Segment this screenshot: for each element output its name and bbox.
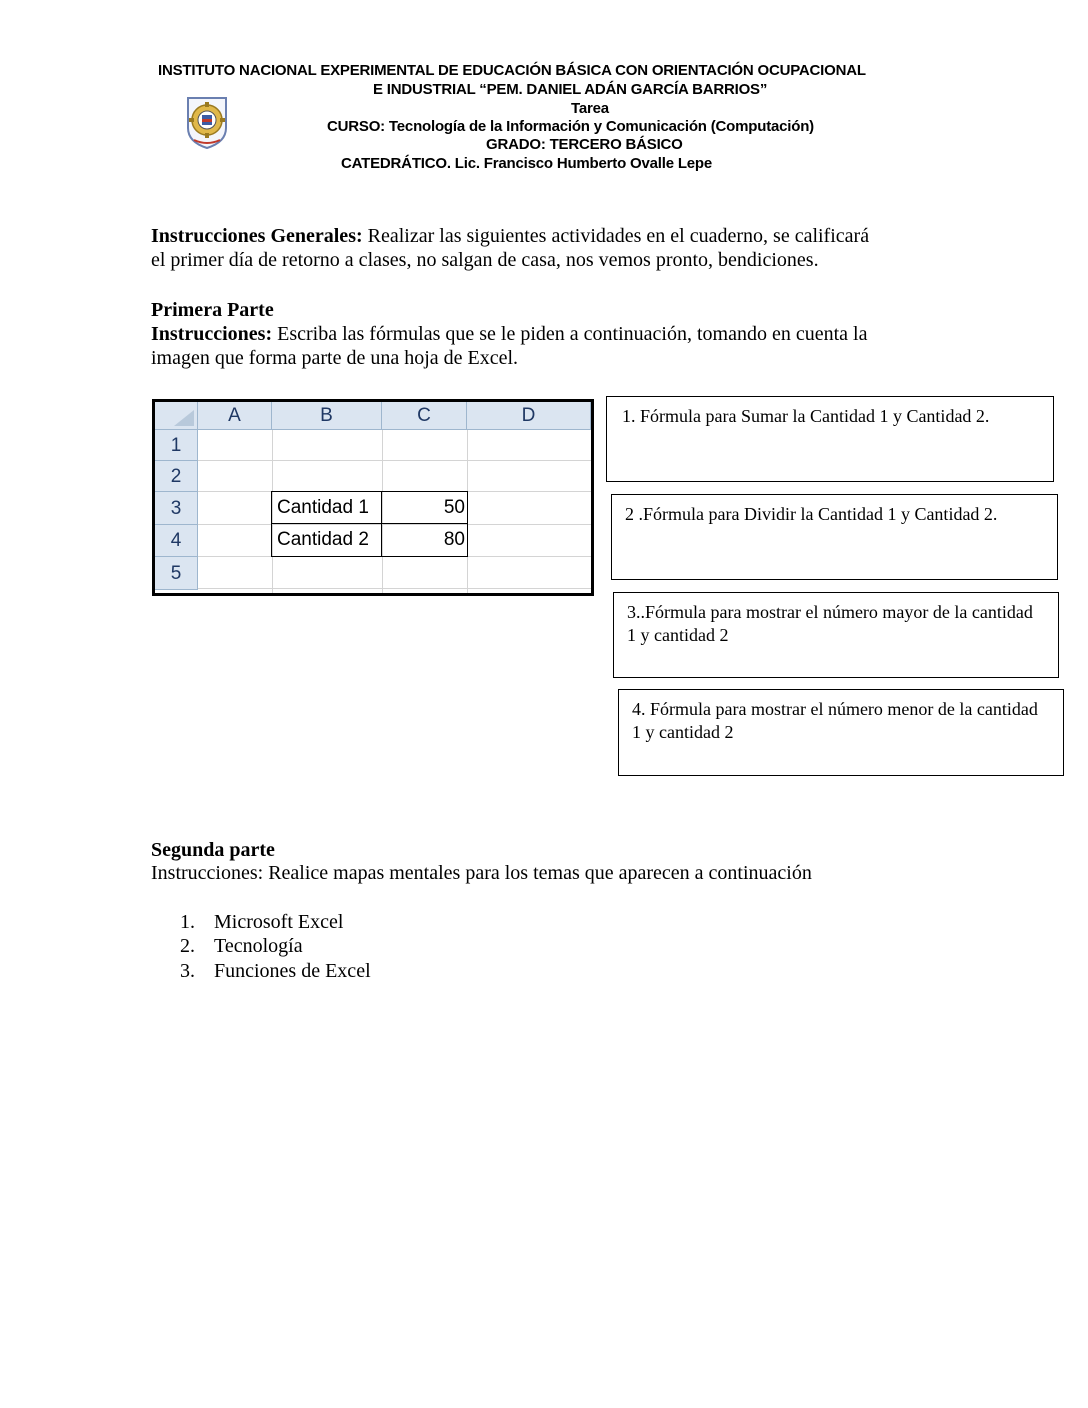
general-instructions-text: Realizar las siguientes actividades en el cuaderno, se calificará: [362, 225, 870, 247]
list-item-label: Tecnología: [214, 935, 303, 957]
cell-c3: 50: [443, 497, 465, 518]
cell-b4: Cantidad 2: [277, 529, 369, 550]
list-item-number: 3.: [180, 960, 195, 982]
select-all-corner: [155, 402, 198, 430]
header-institution-line: INSTITUTO NACIONAL EXPERIMENTAL DE EDUCACIÓN BÁSICA CON ORIENTACIÓN OCUPACIONAL: [158, 62, 866, 79]
general-instructions-label: Instrucciones Generales:: [151, 225, 363, 247]
excel-sheet-image: [152, 399, 594, 596]
question-box-2: 2 .Fórmula para Dividir la Cantidad 1 y Cantidad 2.: [611, 494, 1058, 580]
header-course: CURSO: Tecnología de la Información y Comunicación (Computación): [327, 118, 814, 135]
row-header-1: 1: [155, 430, 198, 461]
list-item: [180, 910, 343, 934]
part2-title: Segunda parte: [151, 839, 275, 861]
header-teacher: CATEDRÁTICO. Lic. Francisco Humberto Ovalle Lepe: [341, 155, 713, 172]
row-header-4: 4: [155, 525, 198, 557]
header-task: Tarea: [571, 100, 609, 117]
part1-title: Primera Parte: [151, 299, 274, 321]
part1-instructions-text: Escriba las fórmulas que se le piden a continuación, tomando en cuenta la: [272, 323, 868, 345]
row-header-2: 2: [155, 461, 198, 492]
list-item: [180, 959, 371, 983]
column-header-b: B: [272, 402, 382, 430]
header-school-name: E INDUSTRIAL “PEM. DANIEL ADÁN GARCÍA BARRIOS”: [373, 81, 768, 98]
school-logo: [184, 94, 230, 150]
general-instructions-line2: el primer día de retorno a clases, no salgan de casa, nos vemos pronto, bendiciones.: [151, 249, 819, 271]
part1-instructions-label: Instrucciones:: [151, 323, 273, 345]
general-instructions-line1: [151, 224, 869, 248]
row-header-5: 5: [155, 557, 198, 590]
gridline: [198, 588, 591, 589]
list-item-label: Microsoft Excel: [214, 911, 344, 933]
gridline: [198, 460, 591, 461]
part1-instructions-line2: imagen que forma parte de una hoja de Excel.: [151, 347, 519, 369]
part2-instructions: Instrucciones: Realice mapas mentales para los temas que aparecen a continuación: [151, 862, 812, 884]
part1-instructions-line1: [151, 322, 867, 346]
question-box-1: 1. Fórmula para Sumar la Cantidad 1 y Cantidad 2.: [606, 396, 1054, 482]
question-box-3: 3..Fórmula para mostrar el número mayor de la cantidad 1 y cantidad 2: [613, 592, 1059, 678]
column-header-c: C: [382, 402, 467, 430]
list-item: [180, 934, 303, 958]
list-item-label: Funciones de Excel: [214, 960, 371, 982]
column-header-a: A: [198, 402, 272, 430]
header-grade: GRADO: TERCERO BÁSICO: [486, 136, 683, 153]
row-header-3: 3: [155, 492, 198, 525]
cell-b3: Cantidad 1: [277, 497, 369, 518]
cell-c4: 80: [443, 529, 465, 550]
list-item-number: 2.: [180, 935, 195, 957]
column-header-d: D: [467, 402, 591, 430]
list-item-number: 1.: [180, 911, 195, 933]
question-box-4: 4. Fórmula para mostrar el número menor de la cantidad 1 y cantidad 2: [618, 689, 1064, 776]
